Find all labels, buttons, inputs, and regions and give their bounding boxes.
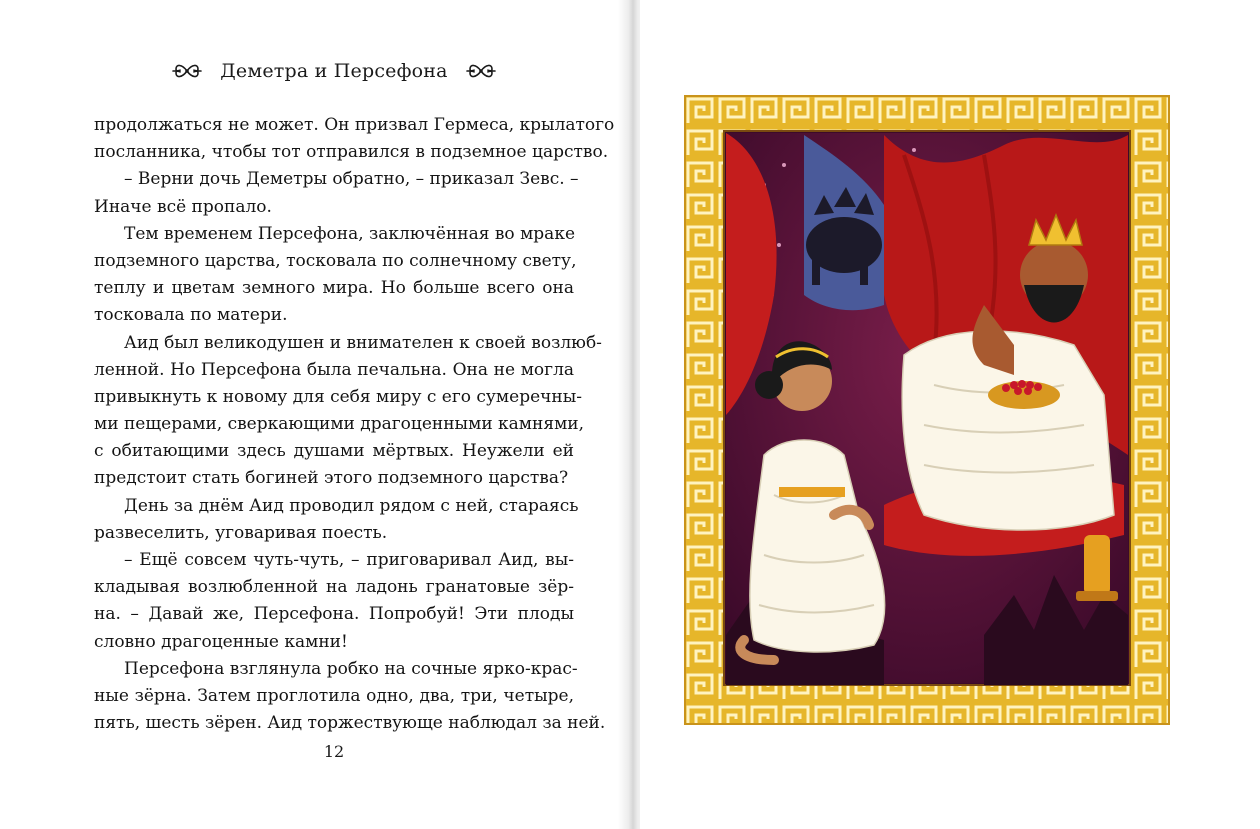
text-line: подземного царства, тосковала по солнечному свету, bbox=[94, 250, 577, 271]
text-line: Иначе всё пропало. bbox=[94, 196, 272, 217]
text-line: Аид был великодушен и внимателен к своей возлюб- bbox=[124, 332, 602, 353]
text-line: с обитающими здесь душами мёртвых. Неужели ей bbox=[94, 441, 574, 462]
body-text bbox=[94, 112, 615, 737]
text-line: – Верни дочь Деметры обратно, – приказал Зевс. – bbox=[124, 169, 579, 190]
swirl-ornament-icon bbox=[172, 60, 202, 82]
text-line: День за днём Аид проводил рядом с ней, стараясь bbox=[124, 495, 579, 516]
swirl-ornament-icon bbox=[466, 60, 496, 82]
text-line: пять, шесть зёрен. Аид торжествующе наблюдал за ней. bbox=[94, 713, 606, 734]
text-line: ленной. Но Персефона была печальна. Она не могла bbox=[94, 359, 574, 380]
chapter-title: Деметра и Персефона bbox=[220, 60, 448, 82]
text-line: посланника, чтобы тот отправился в подземное царство. bbox=[94, 142, 609, 163]
hades-persephone-illustration bbox=[684, 95, 1170, 725]
text-line: ные зёрна. Затем проглотила одно, два, три, четыре, bbox=[94, 685, 574, 706]
text-line: теплу и цветам земного мира. Но больше всего она bbox=[94, 278, 574, 299]
text-line: предстоит стать богиней этого подземного царства? bbox=[94, 468, 569, 489]
text-line: на. – Давай же, Персефона. Попробуй! Эти плоды bbox=[94, 604, 574, 625]
text-line: словно драгоценные камни! bbox=[94, 631, 348, 652]
text-line: тосковала по матери. bbox=[94, 305, 288, 326]
text-line: – Ещё совсем чуть-чуть, – приговаривал Аид, вы- bbox=[124, 550, 574, 570]
text-line: Тем временем Персефона, заключённая во мраке bbox=[124, 223, 575, 244]
text-line: кладывая возлюбленной на ладонь гранатовые зёр- bbox=[94, 577, 574, 598]
text-line: ми пещерами, сверкающими драгоценными камнями, bbox=[94, 414, 585, 435]
text-line: продолжаться не может. Он призвал Гермеса, крылатого bbox=[94, 115, 615, 135]
text-line: развеселить, уговаривая поесть. bbox=[94, 522, 388, 543]
page-number: 12 bbox=[323, 742, 345, 761]
running-header bbox=[94, 56, 574, 86]
text-line: Персефона взглянула робко на сочные ярко-крас- bbox=[124, 658, 578, 679]
text-line: привыкнуть к новому для себя миру с его сумеречны- bbox=[94, 386, 583, 407]
